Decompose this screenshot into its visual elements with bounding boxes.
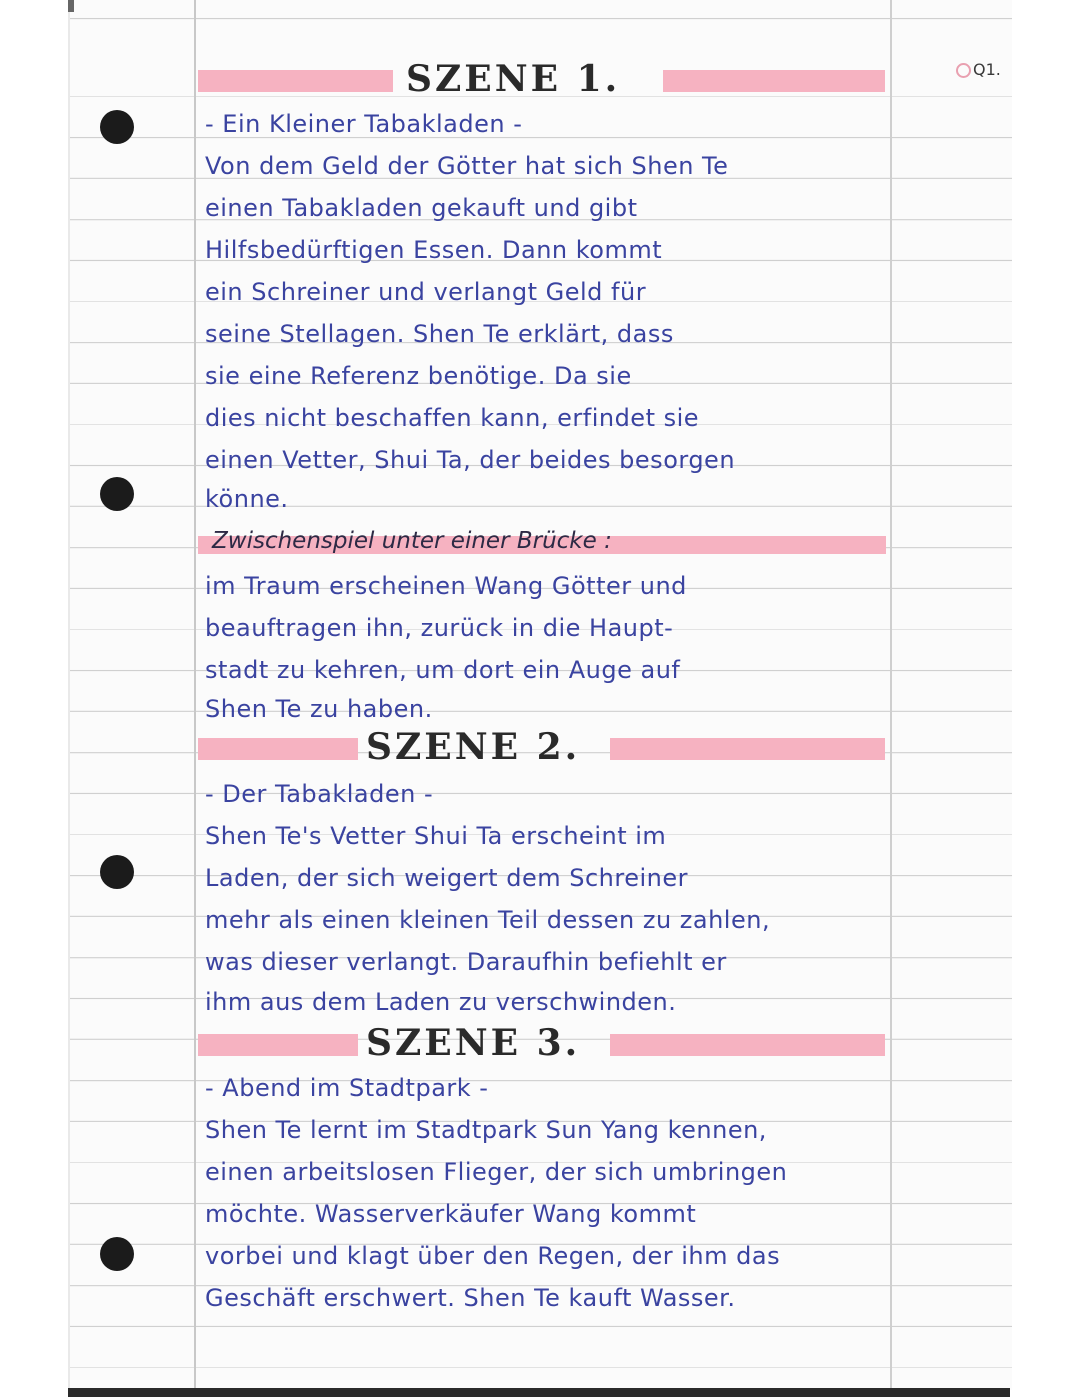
highlight-bar-left bbox=[198, 1034, 358, 1056]
page-number bbox=[956, 60, 1001, 79]
interlude-title: Zwischenspiel unter einer Brücke : bbox=[212, 528, 612, 554]
punch-hole-1 bbox=[100, 110, 134, 144]
interlude-line: im Traum erscheinen Wang Götter und bbox=[205, 572, 687, 600]
left-margin-line bbox=[194, 0, 196, 1390]
scene-2-subtitle: - Der Tabakladen - bbox=[205, 780, 434, 808]
scene-2-line: mehr als einen kleinen Teil dessen zu zahlen, bbox=[205, 906, 771, 934]
right-margin-line bbox=[890, 0, 892, 1390]
scene-1-line: seine Stellagen. Shen Te erklärt, dass bbox=[205, 320, 674, 348]
punch-hole-3 bbox=[100, 855, 134, 889]
punch-hole-4 bbox=[100, 1237, 134, 1271]
highlight-bar-right bbox=[610, 738, 885, 760]
scene-3-line: einen arbeitslosen Flieger, der sich umbringen bbox=[205, 1158, 788, 1186]
interlude-line: beauftragen ihn, zurück in die Haupt- bbox=[205, 614, 674, 642]
background-left bbox=[0, 0, 68, 1397]
highlight-bar-left bbox=[198, 70, 393, 92]
highlight-bar-right bbox=[610, 1034, 885, 1056]
scene-1-subtitle: - Ein Kleiner Tabakladen - bbox=[205, 110, 523, 138]
scene-1-line: sie eine Referenz benötige. Da sie bbox=[205, 362, 632, 390]
scene-1-line: einen Tabakladen gekauft und gibt bbox=[205, 194, 638, 222]
circle-mark-icon bbox=[956, 63, 971, 78]
interlude-line: stadt zu kehren, um dort ein Auge auf bbox=[205, 656, 681, 684]
scene-2-heading-row bbox=[198, 726, 888, 768]
page-corner bbox=[68, 0, 74, 12]
scene-1-line: Hilfsbedürftigen Essen. Dann kommt bbox=[205, 236, 663, 264]
interlude-line: Shen Te zu haben. bbox=[205, 695, 433, 723]
scene-1-line: Von dem Geld der Götter hat sich Shen Te bbox=[205, 152, 729, 180]
punch-hole-2 bbox=[100, 477, 134, 511]
scene-3-line: Geschäft erschwert. Shen Te kauft Wasser. bbox=[205, 1284, 736, 1312]
scene-2-heading: SZENE 2. bbox=[366, 726, 581, 768]
scene-1-heading: SZENE 1. bbox=[406, 58, 621, 100]
scene-1-line: dies nicht beschaffen kann, erfindet sie bbox=[205, 404, 700, 432]
scene-1-heading-row bbox=[198, 58, 888, 100]
scene-1-line: ein Schreiner und verlangt Geld für bbox=[205, 278, 647, 306]
scene-3-heading: SZENE 3. bbox=[366, 1022, 581, 1064]
scene-1-line: könne. bbox=[205, 485, 289, 513]
scene-2-line: ihm aus dem Laden zu verschwinden. bbox=[205, 988, 677, 1016]
scene-1-line: einen Vetter, Shui Ta, der beides besorgen bbox=[205, 446, 736, 474]
scene-3-line: möchte. Wasserverkäufer Wang kommt bbox=[205, 1200, 697, 1228]
scene-3-line: Shen Te lernt im Stadtpark Sun Yang kennen, bbox=[205, 1116, 767, 1144]
highlight-bar-left bbox=[198, 738, 358, 760]
highlight-bar-right bbox=[663, 70, 885, 92]
scene-3-subtitle: - Abend im Stadtpark - bbox=[205, 1074, 489, 1102]
scene-3-heading-row bbox=[198, 1022, 888, 1064]
scene-3-line: vorbei und klagt über den Regen, der ihm das bbox=[205, 1242, 781, 1270]
scene-2-line: Laden, der sich weigert dem Schreiner bbox=[205, 864, 688, 892]
scene-2-line: Shen Te's Vetter Shui Ta erscheint im bbox=[205, 822, 667, 850]
page-bottom-edge bbox=[68, 1388, 1010, 1397]
page-number-text: Q1. bbox=[973, 60, 1001, 79]
scene-2-line: was dieser verlangt. Daraufhin befiehlt er bbox=[205, 948, 727, 976]
